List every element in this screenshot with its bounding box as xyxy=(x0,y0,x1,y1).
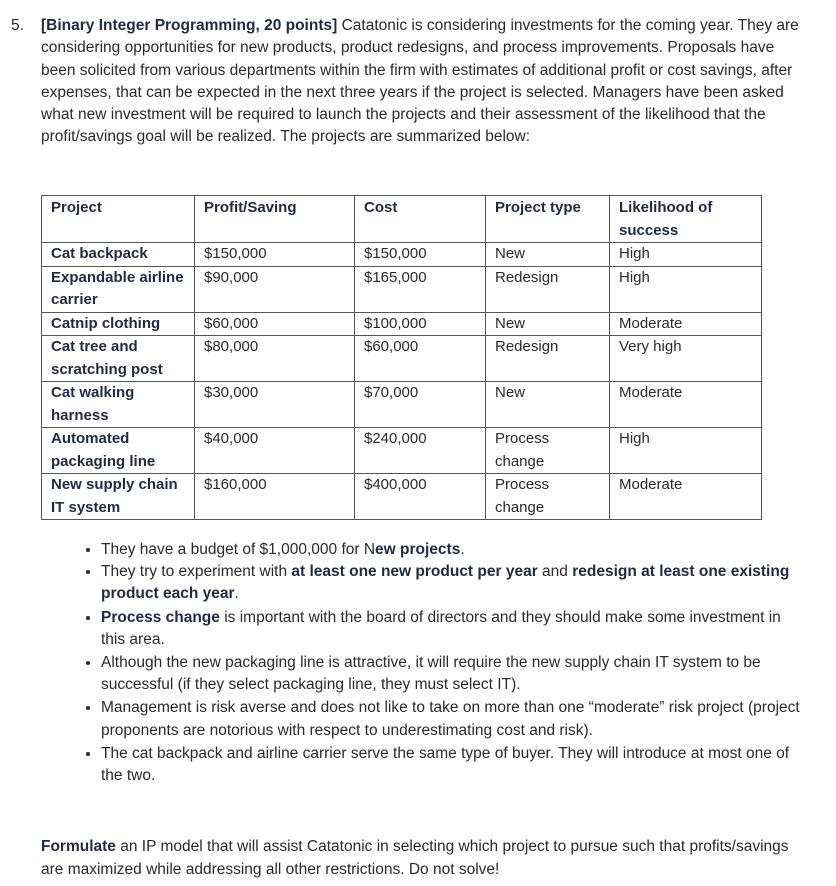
constraint-2-mid: and xyxy=(537,563,573,581)
formulate-text: an IP model that will assist Catatonic in selecting which project to pursue such that profits/savings are maximized while addressing all other restrictions. Do not solve! xyxy=(41,838,789,878)
cell-likelihood: High xyxy=(610,243,762,267)
cell-project: Cat walking harness xyxy=(42,382,195,428)
formulate-instruction xyxy=(41,836,811,881)
cell-profit: $80,000 xyxy=(195,336,355,382)
list-item xyxy=(101,607,806,651)
cell-cost: $60,000 xyxy=(355,336,486,382)
cell-project: Automated packaging line xyxy=(42,428,195,474)
constraints-list xyxy=(60,539,806,787)
constraint-1-text: They have a budget of $1,000,000 for N xyxy=(101,541,376,558)
cell-likelihood: High xyxy=(610,428,762,474)
cell-cost: $70,000 xyxy=(355,382,486,428)
header-likelihood-line1: Likelihood of xyxy=(619,199,713,216)
cell-type: Process change xyxy=(486,474,610,520)
cell-profit: $40,000 xyxy=(195,428,355,474)
cell-cost: $100,000 xyxy=(355,312,486,336)
table-row xyxy=(42,312,762,336)
constraint-3-bold: Process change xyxy=(101,608,220,626)
cell-type: New xyxy=(486,312,610,336)
header-likelihood xyxy=(610,196,762,243)
question-intro-text: Catatonic is considering investments for the coming year. They are considering opportunities for new products, product redesigns, and process improvements. Proposals have been solicited from various departments within the firm with estimates of additional profit or cost savings, after expenses, that can be expected in the next three years if the project is selected. Managers have been asked what new investment will be required to launch the projects and their assessment of the likelihood that the profit/savings goal will be realized. The projects are summarized below: xyxy=(41,17,799,146)
constraint-3-text: is important with the board of directors and they should make some investment in this area. xyxy=(101,608,781,648)
cell-profit: $90,000 xyxy=(195,266,355,312)
question-number: 5. xyxy=(11,17,24,34)
constraint-2-bold-b: redesign at least one existing product each year xyxy=(101,563,790,603)
cell-project: Cat tree and scratching post xyxy=(42,336,195,382)
constraint-1-bold: ew projects xyxy=(375,541,461,558)
question-intro xyxy=(41,15,811,149)
header-cost: Cost xyxy=(355,196,486,243)
constraint-2-text: They try to experiment with xyxy=(101,563,292,581)
constraint-2-bold-a: at least one new product per year xyxy=(291,563,538,581)
formulate-bold: Formulate xyxy=(41,838,116,855)
constraint-2-end: . xyxy=(234,585,239,603)
cell-project: Expandable airline carrier xyxy=(42,266,195,312)
header-profit: Profit/Saving xyxy=(195,196,355,243)
list-item xyxy=(101,561,806,605)
header-type: Project type xyxy=(486,196,610,243)
table-row xyxy=(42,474,762,520)
header-likelihood-line2: success xyxy=(619,221,679,239)
question-title: [Binary Integer Programming, 20 points] xyxy=(41,17,338,34)
cell-profit: $160,000 xyxy=(195,474,355,520)
list-item: • Although the new packaging line is attractive, it will require the new supply chain IT system to be successful (if they select packaging line, they must select IT). xyxy=(101,652,806,696)
cell-cost: $400,000 xyxy=(355,474,486,520)
cell-type: New xyxy=(486,382,610,428)
cell-cost: $165,000 xyxy=(355,266,486,312)
constraint-1-end: . xyxy=(460,541,465,558)
cell-likelihood: Moderate xyxy=(610,312,762,336)
cell-likelihood: Moderate xyxy=(610,382,762,428)
cell-profit: $60,000 xyxy=(195,312,355,336)
table-row xyxy=(42,266,762,312)
list-item: • The cat backpack and airline carrier serve the same type of buyer. They will introduce at most one of the two. xyxy=(101,743,806,787)
cell-likelihood: Moderate xyxy=(610,474,762,520)
table-row xyxy=(42,428,762,474)
list-item xyxy=(101,539,806,561)
header-project: Project xyxy=(42,196,195,243)
table-row xyxy=(42,243,762,267)
cell-type: New xyxy=(486,243,610,267)
cell-profit: $30,000 xyxy=(195,382,355,428)
table-row xyxy=(42,382,762,428)
cell-project: Cat backpack xyxy=(42,243,195,267)
cell-project: Catnip clothing xyxy=(42,312,195,336)
cell-project: New supply chain IT system xyxy=(42,474,195,520)
table-header-row xyxy=(42,196,762,243)
cell-likelihood: Very high xyxy=(610,336,762,382)
table-row xyxy=(42,336,762,382)
cell-type: Process change xyxy=(486,428,610,474)
cell-profit: $150,000 xyxy=(195,243,355,267)
cell-cost: $240,000 xyxy=(355,428,486,474)
list-item: • Management is risk averse and does not like to take on more than one “moderate” risk project (project proponents are notorious with respect to underestimating cost and risk). xyxy=(101,697,806,741)
cell-cost: $150,000 xyxy=(355,243,486,267)
cell-likelihood: High xyxy=(610,266,762,312)
cell-type: Redesign xyxy=(486,336,610,382)
cell-type: Redesign xyxy=(486,266,610,312)
projects-table xyxy=(41,195,762,520)
